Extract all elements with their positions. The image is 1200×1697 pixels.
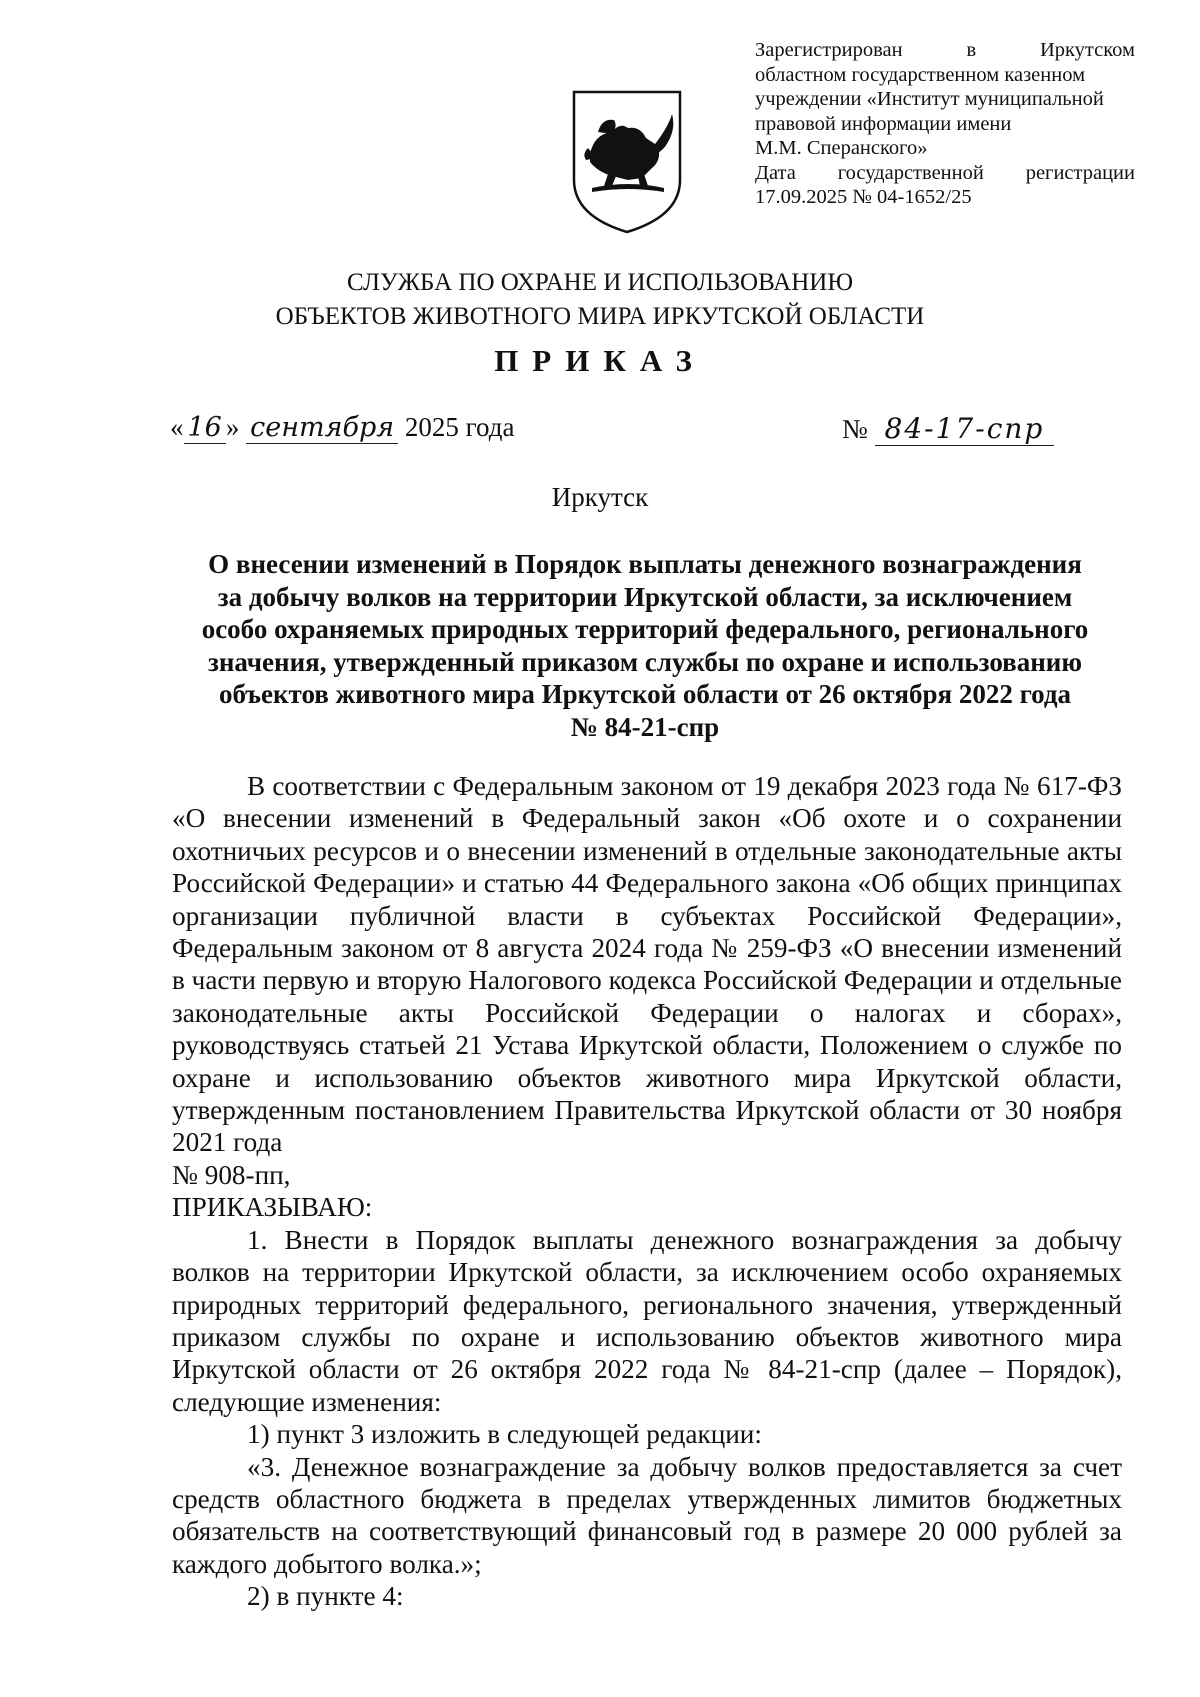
irkutsk-coat-of-arms-icon bbox=[568, 88, 686, 236]
date-open-quote: « bbox=[170, 412, 184, 442]
subject-line: значения, утвержденный приказом службы по охране и использованию bbox=[207, 646, 1082, 677]
order-subject bbox=[170, 548, 1120, 743]
quoted-point-3: «3. Денежное вознаграждение за добычу волков предоставляется за счет средств областного бюджета в пределах утвержденных лимитов бюджетных обязательств на соответствующий финансовый год в размере 20 000 рублей за каждого добытого волка.»; bbox=[172, 1451, 1122, 1579]
date-day: 16 bbox=[184, 412, 226, 444]
subitem-2: 2) в пункте 4: bbox=[247, 1581, 404, 1612]
date-month: сентября bbox=[246, 412, 398, 444]
registration-line: учреждении «Институт муниципальной bbox=[755, 88, 1104, 110]
date-close-quote: » bbox=[225, 412, 240, 442]
agency-name bbox=[0, 266, 1200, 334]
subitem-1: 1) пункт 3 изложить в следующей редакции: bbox=[247, 1419, 762, 1450]
number-sign: № bbox=[842, 414, 868, 444]
subject-line: объектов животного мира Иркутской области от 26 октября 2022 года bbox=[218, 679, 1072, 709]
order-body bbox=[172, 770, 1122, 1613]
preamble-paragraph: В соответствии с Федеральным законом от 19 декабря 2023 года № 617-ФЗ «О внесении изменений в Федеральный закон «Об охоте и о сохранении охотничьих ресурсов и о внесении изменений в отдельные законодательные акты Российской Федерации» и статью 44 Федерального закона «Об общих принципах организации публичной власти в субъектах Российской Федерации», Федеральным законом от 8 августа 2024 года № 259-ФЗ «О внесении изменений в части первую и вторую Налогового кодекса Российской Федерации и отдельные законодательные акты Российской Федерации о налогах и сборах», руководствуясь статьей 21 Устава Иркутской области, Положением о службе по охране и использованию объектов животного мира Иркутской области, утвержденным постановлением Правительства Иркутской области от 30 ноября 2021 года bbox=[172, 771, 1122, 1158]
registration-line: Зарегистрирован в Иркутском bbox=[755, 39, 1135, 61]
city: Иркутск bbox=[551, 482, 649, 512]
order-number bbox=[842, 412, 1054, 445]
agency-line-2: ОБЪЕКТОВ ЖИВОТНОГО МИРА ИРКУТСКОЙ ОБЛАСТИ bbox=[275, 303, 925, 330]
agency-line-1: СЛУЖБА ПО ОХРАНЕ И ИСПОЛЬЗОВАНИЮ bbox=[346, 269, 854, 296]
registration-line: 17.09.2025 № 04-1652/25 bbox=[755, 186, 972, 208]
preamble-end: № 908-пп, bbox=[172, 1159, 291, 1190]
registration-line: М.М. Сперанского» bbox=[755, 137, 928, 159]
subject-line: за добычу волков на территории Иркутской области, за исключением bbox=[217, 581, 1073, 612]
registration-line: областном государственном казенном bbox=[755, 63, 1086, 86]
subject-line: № 84-21-спр bbox=[570, 711, 720, 742]
registration-line: Дата государственной регистрации bbox=[755, 161, 1135, 184]
number-value: 84-17-спр bbox=[875, 412, 1055, 446]
document-title: ПРИКАЗ bbox=[494, 343, 706, 378]
registration-line: правовой информации имени bbox=[755, 112, 1012, 135]
registration-note bbox=[755, 38, 1135, 210]
item-1-paragraph: 1. Внести в Порядок выплаты денежного вознаграждения за добычу волков на территории Иркутской области, за исключением особо охраняемых природных территорий федерального, регионального значения, утвержденный приказом службы по охране и использованию объектов животного мира Иркутской области от 26 октября 2022 года № 84-21-спр (далее – Порядок), следующие изменения: bbox=[172, 1224, 1122, 1417]
subject-line: особо охраняемых природных территорий федерального, регионального bbox=[201, 614, 1089, 644]
order-date bbox=[170, 412, 514, 443]
order-word: ПРИКАЗЫВАЮ: bbox=[172, 1192, 373, 1223]
date-year: 2025 года bbox=[404, 412, 515, 442]
subject-line: О внесении изменений в Порядок выплаты денежного вознаграждения bbox=[208, 549, 1082, 579]
